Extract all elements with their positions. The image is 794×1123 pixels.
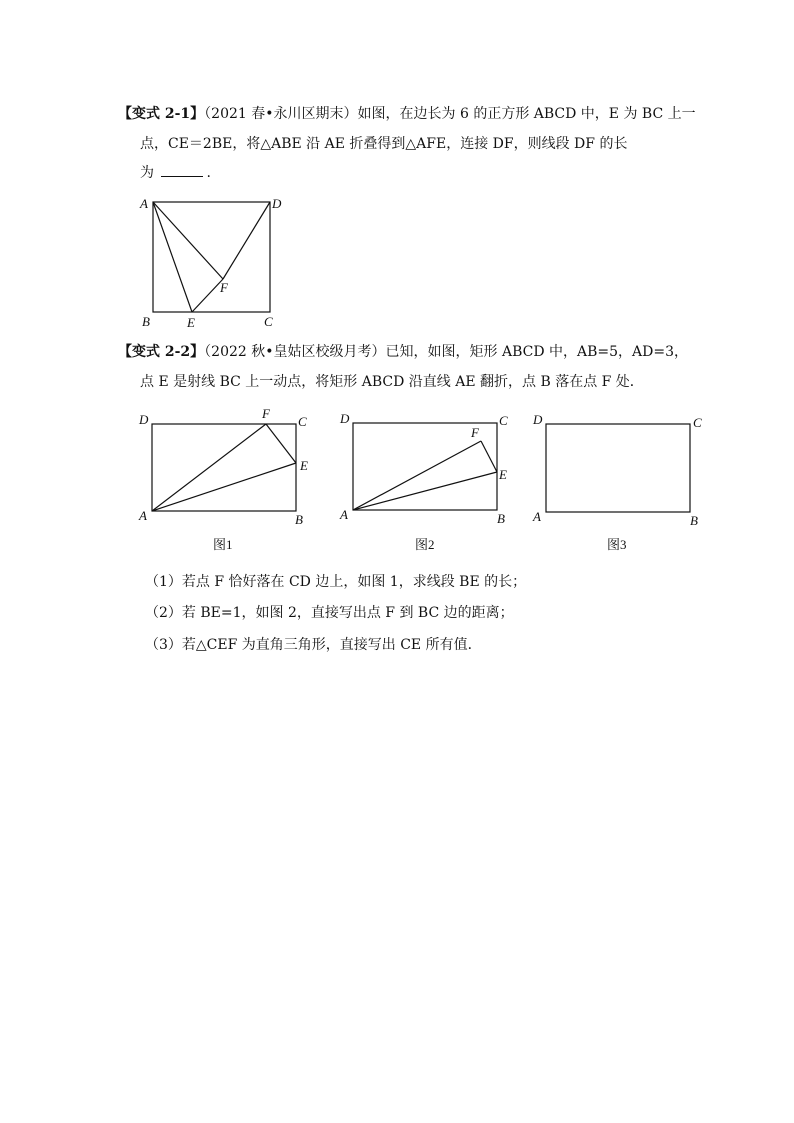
problem1-line2: 点，CE＝2BE，将△ABE 沿 AE 折叠得到△AFE，连接 DF，则线段 DF 的长 [140,136,628,152]
segment-af-fig1 [152,424,266,511]
label-b: B [142,314,150,329]
problem2-text-line1: （2022 秋•皇姑区校级月考）已知，如图，矩形 ABCD 中，AB=5，AD=3， [204,344,689,360]
problem1-line3-pre: 为 [140,165,154,181]
problem2-line2: 点 E 是射线 BC 上一动点，将矩形 ABCD 沿直线 AE 翻折，点 B 落在点 F 处． [140,374,644,390]
fig1-label-f: F [262,406,270,421]
problem1-text-line1: （2021 春•永川区期末）如图，在边长为 6 的正方形 ABCD 中，E 为 BC 上一 [204,106,696,122]
fig3-label-d: D [533,412,543,427]
figure-3 [532,412,702,552]
fig1-label-b: B [295,512,303,527]
label-f: F [220,280,228,295]
fig2-label-f: F [471,425,479,440]
fig1-label-a: A [139,508,147,523]
fig1-label-d: D [139,412,149,427]
problem1-tag: 【变式 2-1】 [118,106,205,122]
fig2-label-b: B [497,511,505,526]
problem2-tag: 【变式 2-2】 [118,344,205,360]
question-3: （3）若△CEF 为直角三角形，直接写出 CE 所有值． [145,637,482,653]
segment-af-fig2 [353,441,481,510]
figure-2 [339,411,508,552]
fig1-label-e: E [300,458,308,473]
fig3-label-b: B [690,513,698,528]
fig3-label-a: A [533,509,541,524]
fig2-caption: 图2 [415,537,435,552]
label-d: D [272,196,282,211]
label-c: C [264,314,273,329]
fig2-label-a: A [340,507,348,522]
segment-fe-fig1 [266,424,296,463]
fig2-label-c: C [499,413,508,428]
question-1: （1）若点 F 恰好落在 CD 边上，如图 1，求线段 BE 的长； [145,574,527,590]
segment-fe-fig2 [481,441,497,472]
problem1-line3-post: . [206,165,211,181]
fig2-label-e: E [499,467,507,482]
fig3-label-c: C [693,415,702,430]
label-a: A [140,196,148,211]
fig3-caption: 图3 [607,537,627,552]
rect-abcd-fig3 [546,424,690,512]
fig1-label-c: C [298,414,307,429]
figure-1 [138,406,308,552]
question-2: （2）若 BE=1，如图 2，直接写出点 F 到 BC 边的距离； [145,605,514,621]
rect-abcd-fig1 [152,424,296,511]
fig2-label-d: D [340,411,350,426]
label-e: E [187,315,195,330]
fig1-caption: 图1 [213,537,233,552]
segment-ae-fig2 [353,472,497,510]
segment-ae-fig1 [152,463,296,511]
